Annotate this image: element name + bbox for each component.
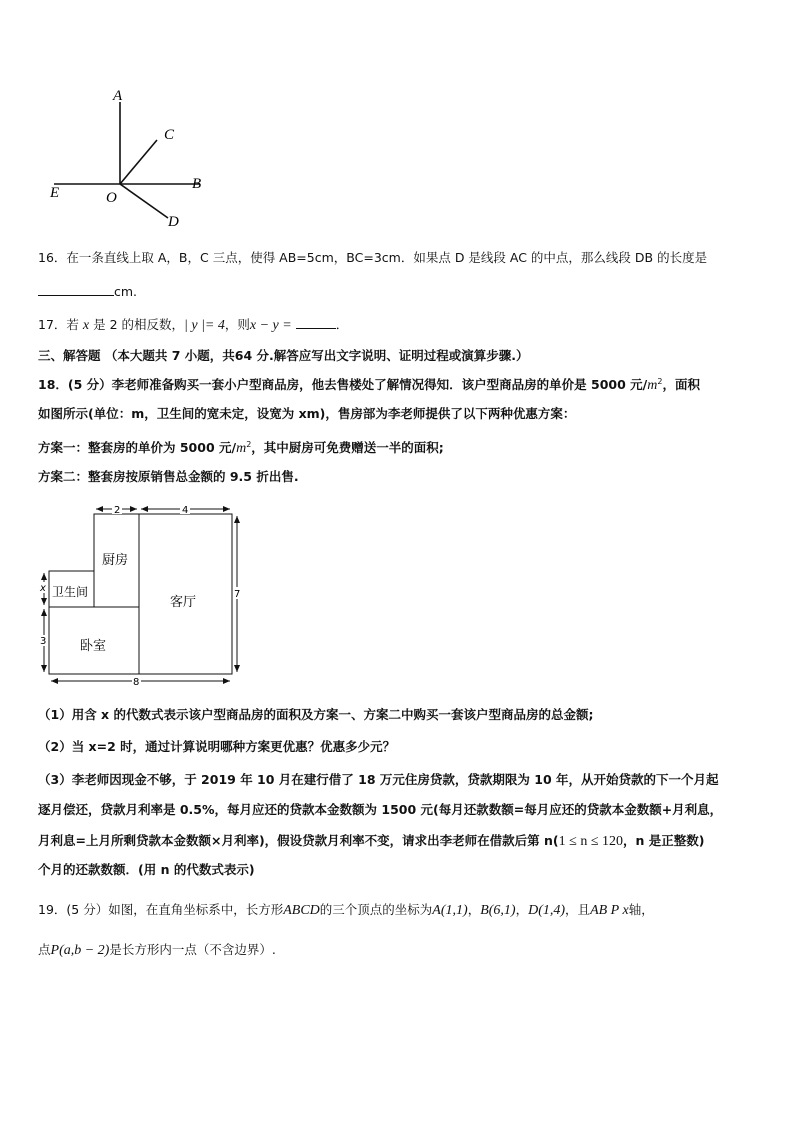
- q19-line1: 19．(5 分）如图，在直角坐标系中，长方形ABCD的三个顶点的坐标为A(1,1)，B(6,1)，D(1,4)，且AB P x轴，: [38, 902, 654, 918]
- q19-l2-a: 点: [38, 942, 51, 957]
- q18-sub3-line4: [38, 862, 255, 878]
- q18-sub3-range: 1 ≤ n ≤ 120: [558, 834, 624, 849]
- q18-sub3-line2: [38, 802, 722, 818]
- q18-sub1: [38, 707, 593, 723]
- q18-line2: [38, 406, 575, 422]
- q18-unit-m: m: [647, 378, 658, 394]
- q19-l1-d: 轴，: [628, 902, 654, 917]
- q19-point-d: D(1,4): [528, 903, 566, 918]
- q16-line1: [38, 250, 707, 266]
- q16-text: 16．在一条直线上取 A，B，C 三点，使得 AB=5cm，BC=3cm．如果点 D 是线段 AC 的中点，那么线段 DB 的长度是: [38, 250, 708, 265]
- q18-line1: [38, 374, 700, 394]
- q18-sub1-text: （1）用含 x 的代数式表示该户型商品房的面积及方案一、方案二中购买一套该户型商品房的总金额;: [38, 707, 594, 722]
- q17-line: [38, 316, 348, 334]
- dim-kitchen-label: 2: [114, 505, 121, 516]
- angle-figure: [40, 80, 220, 230]
- bathroom-label: 卫生间: [52, 585, 89, 599]
- section-3-heading: [38, 348, 529, 364]
- q17-answer-blank: [296, 316, 336, 329]
- q17-prefix: 17．若: [38, 317, 79, 332]
- q18-plan2-text: 方案二：整套房按原销售总金额的 9.5 折出售.: [38, 469, 299, 484]
- kitchen-label: 厨房: [102, 553, 129, 568]
- q17-mid1: 是 2 的相反数，: [93, 317, 184, 332]
- q18-line1-b: ，面积: [662, 377, 700, 393]
- q17-abs-y: | y |= 4: [184, 318, 225, 333]
- q19-l1-c: ，且: [565, 902, 591, 917]
- q17-mid2: ，则: [224, 317, 250, 332]
- q18-sub3-l2: 逐月偿还，贷款月利率是 0.5%，每月应还的贷款本金数额为 1500 元(每月还款数额=每月应还的贷款本金数额+月利息，: [38, 802, 723, 817]
- q18-sub3-l4: 个月的还款数额．(用 n 的代数式表示): [38, 862, 255, 877]
- q19-ab-parallel-x: AB P x: [590, 903, 629, 918]
- q18-line1-a: 18．(5 分）李老师准备购买一套小户型商品房，他去售楼处了解情况得知．该户型商品房的单价是 5000 元/: [38, 377, 648, 393]
- living-label: 客厅: [170, 595, 197, 610]
- q18-sup2: 2: [657, 377, 663, 386]
- q18-sub3-l3c: ，n 是正整数): [623, 833, 705, 848]
- label-b: B: [192, 176, 202, 192]
- label-d: D: [168, 214, 179, 230]
- q17-end: ．: [335, 317, 349, 332]
- q19-l1-b: 的三个顶点的坐标为: [319, 902, 433, 917]
- floor-plan-figure: [36, 500, 256, 692]
- q19-l1-a: 19．(5 分）如图，在直角坐标系中，长方形: [38, 902, 284, 917]
- bedroom-label: 卧室: [80, 639, 107, 654]
- q18-plan2: [38, 469, 299, 485]
- q18-plan1: [38, 437, 444, 457]
- q18-sub2: [38, 739, 395, 755]
- dim-living-label: 4: [182, 505, 189, 516]
- ray-od: [120, 184, 168, 218]
- dim-bed-label: 3: [40, 636, 47, 647]
- dim-total-label: 8: [133, 677, 140, 688]
- q18-sub3-l3a: 月利息=上月所剩贷款本金数额×月利率)，假设贷款月利率不变，请求出李老师在借款后第 n(: [38, 833, 559, 848]
- q19-line2: [38, 942, 276, 959]
- q18-sub3-line1: [38, 772, 719, 788]
- q19-abcd: ABCD: [283, 903, 320, 918]
- q19-point-a: A(1,1): [432, 903, 468, 918]
- living-room: [139, 514, 232, 674]
- label-c: C: [164, 127, 175, 143]
- q18-plan1-unit-m: m: [236, 441, 247, 457]
- label-a: A: [113, 88, 123, 104]
- ray-oc: [120, 140, 157, 184]
- q19-l2-b: 是长方形内一点（不含边界）.: [109, 942, 276, 957]
- q16-line2: [38, 283, 137, 300]
- q18-plan1-a: 方案一：整套房的单价为 5000 元/: [38, 440, 237, 456]
- dim-height-label: 7: [234, 589, 241, 600]
- q16-unit: cm.: [114, 284, 138, 299]
- section-3-text: 三、解答题 （本大题共 7 小题，共64 分.解答应写出文字说明、证明过程或演算步骤.）: [38, 348, 529, 363]
- label-e: E: [50, 185, 60, 201]
- q19-point-b: B(6,1): [480, 903, 516, 918]
- q18-sub3-l1: （3）李老师因现金不够，于 2019 年 10 月在建行借了 18 万元住房贷款，贷款期限为 10 年，从开始贷款的下一个月起: [38, 772, 719, 787]
- q18-plan1-b: ，其中厨房可免费赠送一半的面积;: [251, 440, 444, 456]
- q18-line2-text: 如图所示(单位：m，卫生间的宽未定，设宽为 xm)，售房部为李老师提供了以下两种优惠方案：: [38, 406, 576, 421]
- q18-sub3-line3: [38, 833, 704, 850]
- q19-point-p: P(a,b − 2): [50, 943, 110, 958]
- dim-bath-label: x: [40, 583, 46, 594]
- q18-sub2-text: （2）当 x=2 时，通过计算说明哪种方案更优惠？优惠多少元？: [38, 739, 396, 754]
- label-o: O: [106, 190, 117, 206]
- q17-expr: x − y =: [249, 318, 292, 333]
- q17-var-x: x: [82, 318, 90, 333]
- q16-answer-blank: [38, 283, 114, 296]
- q18-plan1-sup2: 2: [246, 440, 252, 449]
